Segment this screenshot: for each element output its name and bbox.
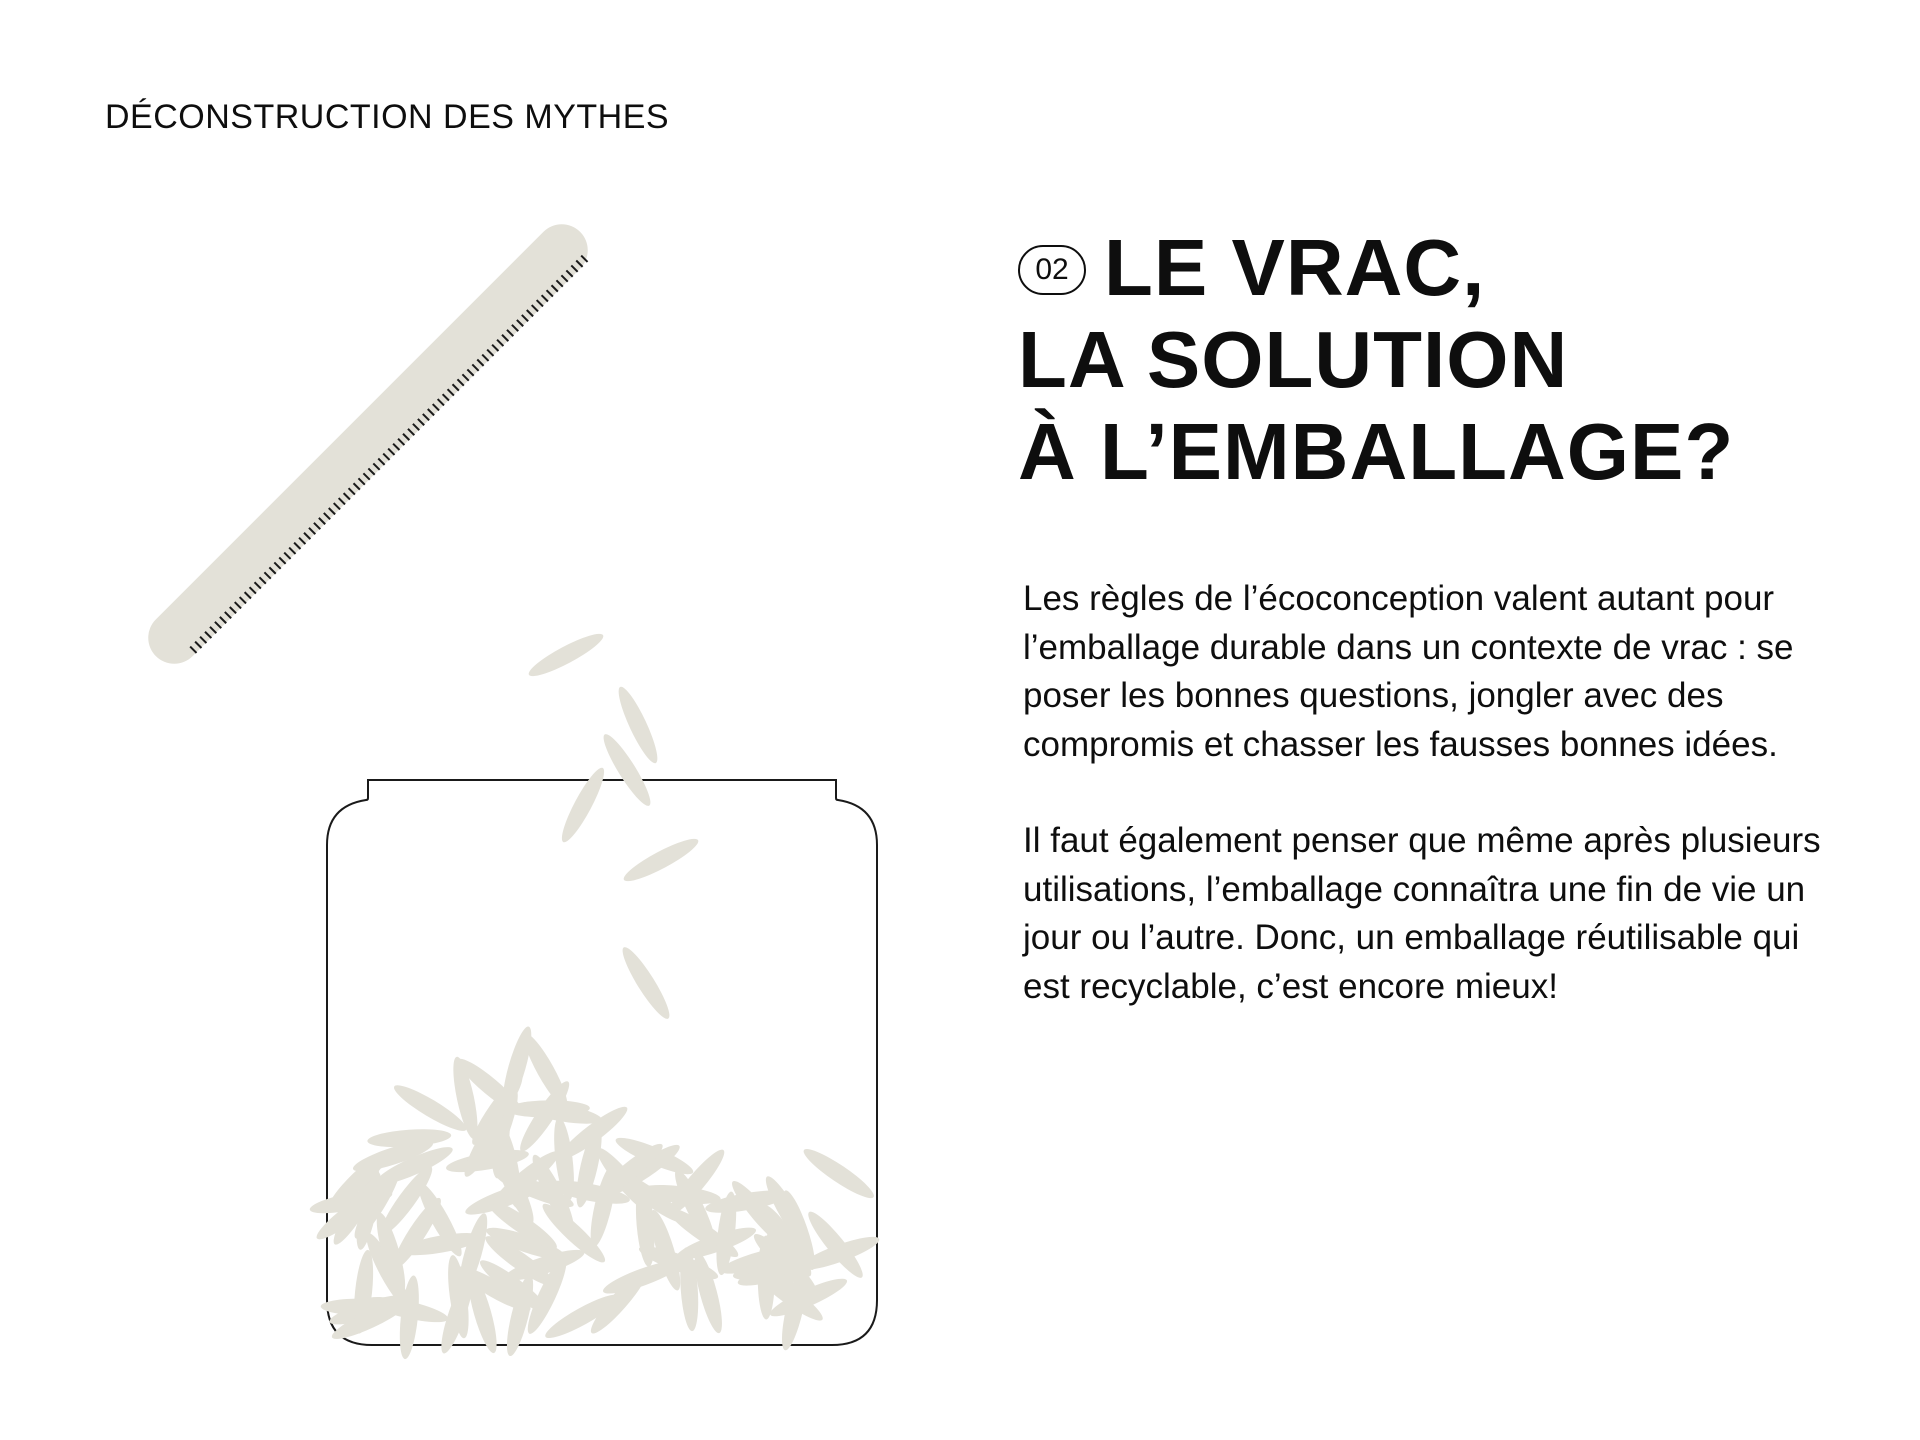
rice-grain <box>518 1030 574 1112</box>
body-text <box>1023 575 1843 1059</box>
headline-text-1: LE VRAC, <box>1104 223 1486 312</box>
rice-grain <box>367 1127 452 1150</box>
rice-grain <box>620 833 702 887</box>
headline-line-3: À L’EMBALLAGE? <box>1018 407 1735 496</box>
rice-grain <box>556 764 610 846</box>
number-badge: 02 <box>1018 245 1086 295</box>
headline-line-2: LA SOLUTION <box>1018 315 1569 404</box>
paragraph-1: Les règles de l’écoconception valent autant pour l’emballage durable dans un contexte de vrac : se poser les bonnes questions, jongler avec des compromis et chasser les fausses bonnes idées. <box>1023 579 1794 764</box>
scoop-handle-icon <box>137 213 598 674</box>
headline <box>1018 222 1878 498</box>
rice-grains <box>308 628 882 1360</box>
section-label: DÉCONSTRUCTION DES MYTHES <box>105 98 670 136</box>
paragraph-2: Il faut également penser que même après plusieurs utilisations, l’emballage connaîtra une fin de vie un jour ou l’autre. Donc, un emballage réutilisable qui est recyclable, c’est encore mieux! <box>1023 821 1821 1006</box>
rice-grain <box>617 943 676 1023</box>
headline-line-1 <box>1018 222 1878 314</box>
rice-grain <box>799 1143 878 1204</box>
rice-grain <box>525 628 607 682</box>
